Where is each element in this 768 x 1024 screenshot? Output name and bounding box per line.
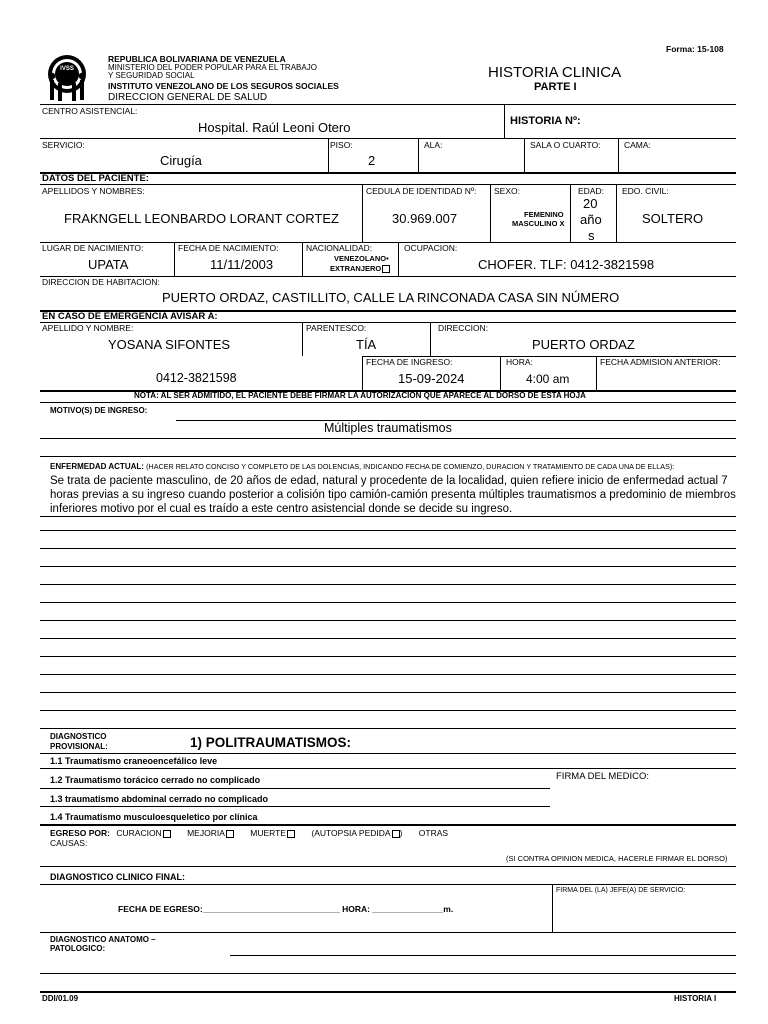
egreso-autopsia: (AUTOPSIA PEDIDA xyxy=(311,828,391,838)
ocupacion-label: OCUPACION: xyxy=(404,243,458,253)
nombres-label: APELLIDOS Y NOMBRES: xyxy=(42,186,145,196)
ala-label: ALA: xyxy=(424,140,443,150)
muerte-checkbox[interactable] xyxy=(287,830,295,838)
fecha-egreso-line[interactable]: FECHA DE EGRESO:_____________________________ HORA: _______________m. xyxy=(118,904,454,914)
anatomo-label-2: PATOLOGICO: xyxy=(50,944,106,953)
egreso-label: EGRESO POR: xyxy=(50,828,110,838)
org-line-1: REPUBLICA BOLIVARIANA DE VENEZUELA xyxy=(108,54,286,64)
enfermedad-line-3[interactable]: inferiores motivo por el cual es traído a este centro asistencial donde se decide su ingreso. xyxy=(50,503,513,515)
direccion-label: DIRECCION DE HABITACION: xyxy=(42,277,160,287)
emergencia-telefono[interactable]: 0412-3821598 xyxy=(156,371,237,385)
firma-jefe-label: FIRMA DEL (LA) JEFE(A) DE SERVICIO: xyxy=(556,887,686,894)
emergencia-nombre-label: APELLIDO Y NOMBRE: xyxy=(42,323,134,333)
sexo-label: SEXO: xyxy=(494,186,520,196)
document-title: HISTORIA CLINICA xyxy=(488,64,622,81)
curacion-checkbox[interactable] xyxy=(163,830,171,838)
edad-unit-2: s xyxy=(588,228,595,243)
autopsia-checkbox[interactable] xyxy=(392,830,400,838)
civil-label: EDO. CIVIL: xyxy=(622,186,669,196)
diagnostico-final-label: DIAGNOSTICO CLINICO FINAL: xyxy=(50,872,185,882)
centro-value[interactable]: Hospital. Raúl Leoni Otero xyxy=(198,120,351,135)
enfermedad-label: ENFERMEDAD ACTUAL: (HACER RELATO CONCISO Y COMPLETO DE LAS DOLENCIAS, INDICANDO FECHA DE COMIENZO, DURACION Y TRATAMIENTO DE CADA UNA DE ELLAS): xyxy=(50,462,675,471)
extranjero-checkbox[interactable] xyxy=(382,265,390,273)
piso-label: PISO: xyxy=(330,140,353,150)
emergencia-direccion-value[interactable]: PUERTO ORDAZ xyxy=(532,337,635,352)
lugar-label: LUGAR DE NACIMIENTO: xyxy=(42,243,144,253)
parentesco-value[interactable]: TÍA xyxy=(356,337,377,352)
emergencia-heading: EN CASO DE EMERGENCIA AVISAR A: xyxy=(42,311,218,322)
fecha-nac-label: FECHA DE NACIMIENTO: xyxy=(178,243,279,253)
header xyxy=(0,0,768,104)
ivss-logo-icon xyxy=(44,54,90,102)
nacionalidad-extranjero: EXTRANJERO xyxy=(330,264,390,274)
edad-unit-1: año xyxy=(580,212,602,227)
nacionalidad-venezolano: VENEZOLANO• xyxy=(334,254,389,263)
motivo-value[interactable]: Múltiples traumatismos xyxy=(324,421,452,435)
cedula-value[interactable]: 30.969.007 xyxy=(392,211,458,226)
document-subtitle: PARTE I xyxy=(534,81,577,93)
enfermedad-line-1[interactable]: Se trata de paciente masculino, de 20 años de edad, natural y procedente de la localidad, quien refiere inicio de enfermedad actual 7 xyxy=(50,475,728,487)
contra-opinion-note: (SI CONTRA OPINION MEDICA, HACERLE FIRMAR EL DORSO) xyxy=(506,854,728,863)
emergencia-nombre-value[interactable]: YOSANA SIFONTES xyxy=(108,337,231,352)
egreso-otras: OTRAS xyxy=(418,828,449,838)
anatomo-label-1: DIAGNOSTICO ANATOMO – xyxy=(50,935,156,944)
diagnostico-item-4[interactable]: 1.4 Traumatismo musculoesqueletico por clínica xyxy=(50,812,258,822)
sala-label: SALA O CUARTO: xyxy=(530,140,601,150)
fecha-nac-value[interactable]: 11/11/2003 xyxy=(210,257,274,272)
enfermedad-line-2[interactable]: horas previas a su ingreso cuando posterior a colisión tipo camión-camión presenta múltiples traumatismos a predominio de miembros xyxy=(50,489,736,501)
direccion-value[interactable]: PUERTO ORDAZ, CASTILLITO, CALLE LA RINCONADA CASA SIN NÚMERO xyxy=(162,290,620,305)
nacionalidad-label: NACIONALIDAD: xyxy=(306,243,373,253)
hora-value[interactable]: 4:00 am xyxy=(526,372,570,386)
piso-value[interactable]: 2 xyxy=(368,153,376,168)
lugar-value[interactable]: UPATA xyxy=(88,257,129,272)
egreso-muerte: MUERTE xyxy=(250,828,286,838)
datos-paciente-heading: DATOS DEL PACIENTE: xyxy=(42,173,149,184)
org-line-3: Y SEGURIDAD SOCIAL xyxy=(108,71,195,80)
footer-title: HISTORIA I xyxy=(674,994,717,1003)
form-number: Forma: 15-108 xyxy=(666,44,724,54)
enfermedad-hint: (HACER RELATO CONCISO Y COMPLETO DE LAS DOLENCIAS, INDICANDO FECHA DE COMIENZO, DURACION Y TRATAMIENTO DE CADA UNA DE ELLAS): xyxy=(146,462,675,471)
org-line-4: INSTITUTO VENEZOLANO DE LOS SEGUROS SOCIALES xyxy=(108,81,339,91)
fecha-ingreso-value[interactable]: 15-09-2024 xyxy=(398,371,465,386)
sexo-femenino: FEMENINO xyxy=(524,210,564,219)
servicio-value[interactable]: Cirugía xyxy=(160,153,202,168)
nota-text: NOTA: AL SER ADMITIDO, EL PACIENTE DEBE FIRMAR LA AUTORIZACION QUE APARECE AL DORSO DE ESTA HOJA xyxy=(134,391,586,400)
egreso-mejoria: MEJORIA xyxy=(187,828,225,838)
fecha-admision-label: FECHA ADMISION ANTERIOR: xyxy=(600,357,721,367)
emergencia-direccion-label: DIRECCION: xyxy=(438,323,489,333)
fecha-ingreso-label: FECHA DE INGRESO: xyxy=(366,357,453,367)
sexo-masculino: MASCULINO X xyxy=(512,219,565,228)
cama-label: CAMA: xyxy=(624,140,651,150)
nombres-value[interactable]: FRAKNGELL LEONBARDO LORANT CORTEZ xyxy=(64,211,339,226)
mejoria-checkbox[interactable] xyxy=(226,830,234,838)
egreso-row: EGRESO POR: CURACION MEJORIA MUERTE (AUTOPSIA PEDIDA ) OTRAS xyxy=(50,828,449,838)
servicio-label: SERVICIO: xyxy=(42,140,85,150)
firma-medico-label: FIRMA DEL MEDICO: xyxy=(556,771,650,782)
edad-label: EDAD: xyxy=(578,186,604,196)
diagnostico-main[interactable]: 1) POLITRAUMATISMOS: xyxy=(190,735,351,750)
cedula-label: CEDULA DE IDENTIDAD Nº: xyxy=(366,186,477,196)
parentesco-label: PARENTESCO: xyxy=(306,323,367,333)
diagnostico-item-1[interactable]: 1.1 Traumatismo craneoencefálico leve xyxy=(50,756,218,766)
ocupacion-value[interactable]: CHOFER. TLF: 0412-3821598 xyxy=(478,257,655,272)
diagnostico-item-2[interactable]: 1.2 Traumatismo torácico cerrado no complicado xyxy=(50,775,261,785)
historia-label: HISTORIA Nº: xyxy=(510,115,581,127)
logo-text: IVSS xyxy=(60,66,74,72)
civil-value[interactable]: SOLTERO xyxy=(642,211,704,226)
org-line-5: DIRECCION GENERAL DE SALUD xyxy=(108,92,268,103)
org-line-2: MINISTERIO DEL PODER POPULAR PARA EL TRABAJO xyxy=(108,63,317,72)
hora-label: HORA: xyxy=(506,357,533,367)
diagnostico-item-3[interactable]: 1.3 traumatismo abdominal cerrado no complicado xyxy=(50,794,269,804)
edad-number[interactable]: 20 xyxy=(583,196,598,211)
footer-code: DDI/01.09 xyxy=(42,994,79,1003)
motivo-label: MOTIVO(S) DE INGRESO: xyxy=(50,406,148,415)
diagnostico-label-2: PROVISIONAL: xyxy=(50,742,108,751)
causas-label: CAUSAS: xyxy=(50,838,88,848)
centro-label: CENTRO ASISTENCIAL: xyxy=(42,106,138,116)
diagnostico-label-1: DIAGNOSTICO xyxy=(50,732,107,741)
egreso-curacion: CURACION xyxy=(116,828,162,838)
